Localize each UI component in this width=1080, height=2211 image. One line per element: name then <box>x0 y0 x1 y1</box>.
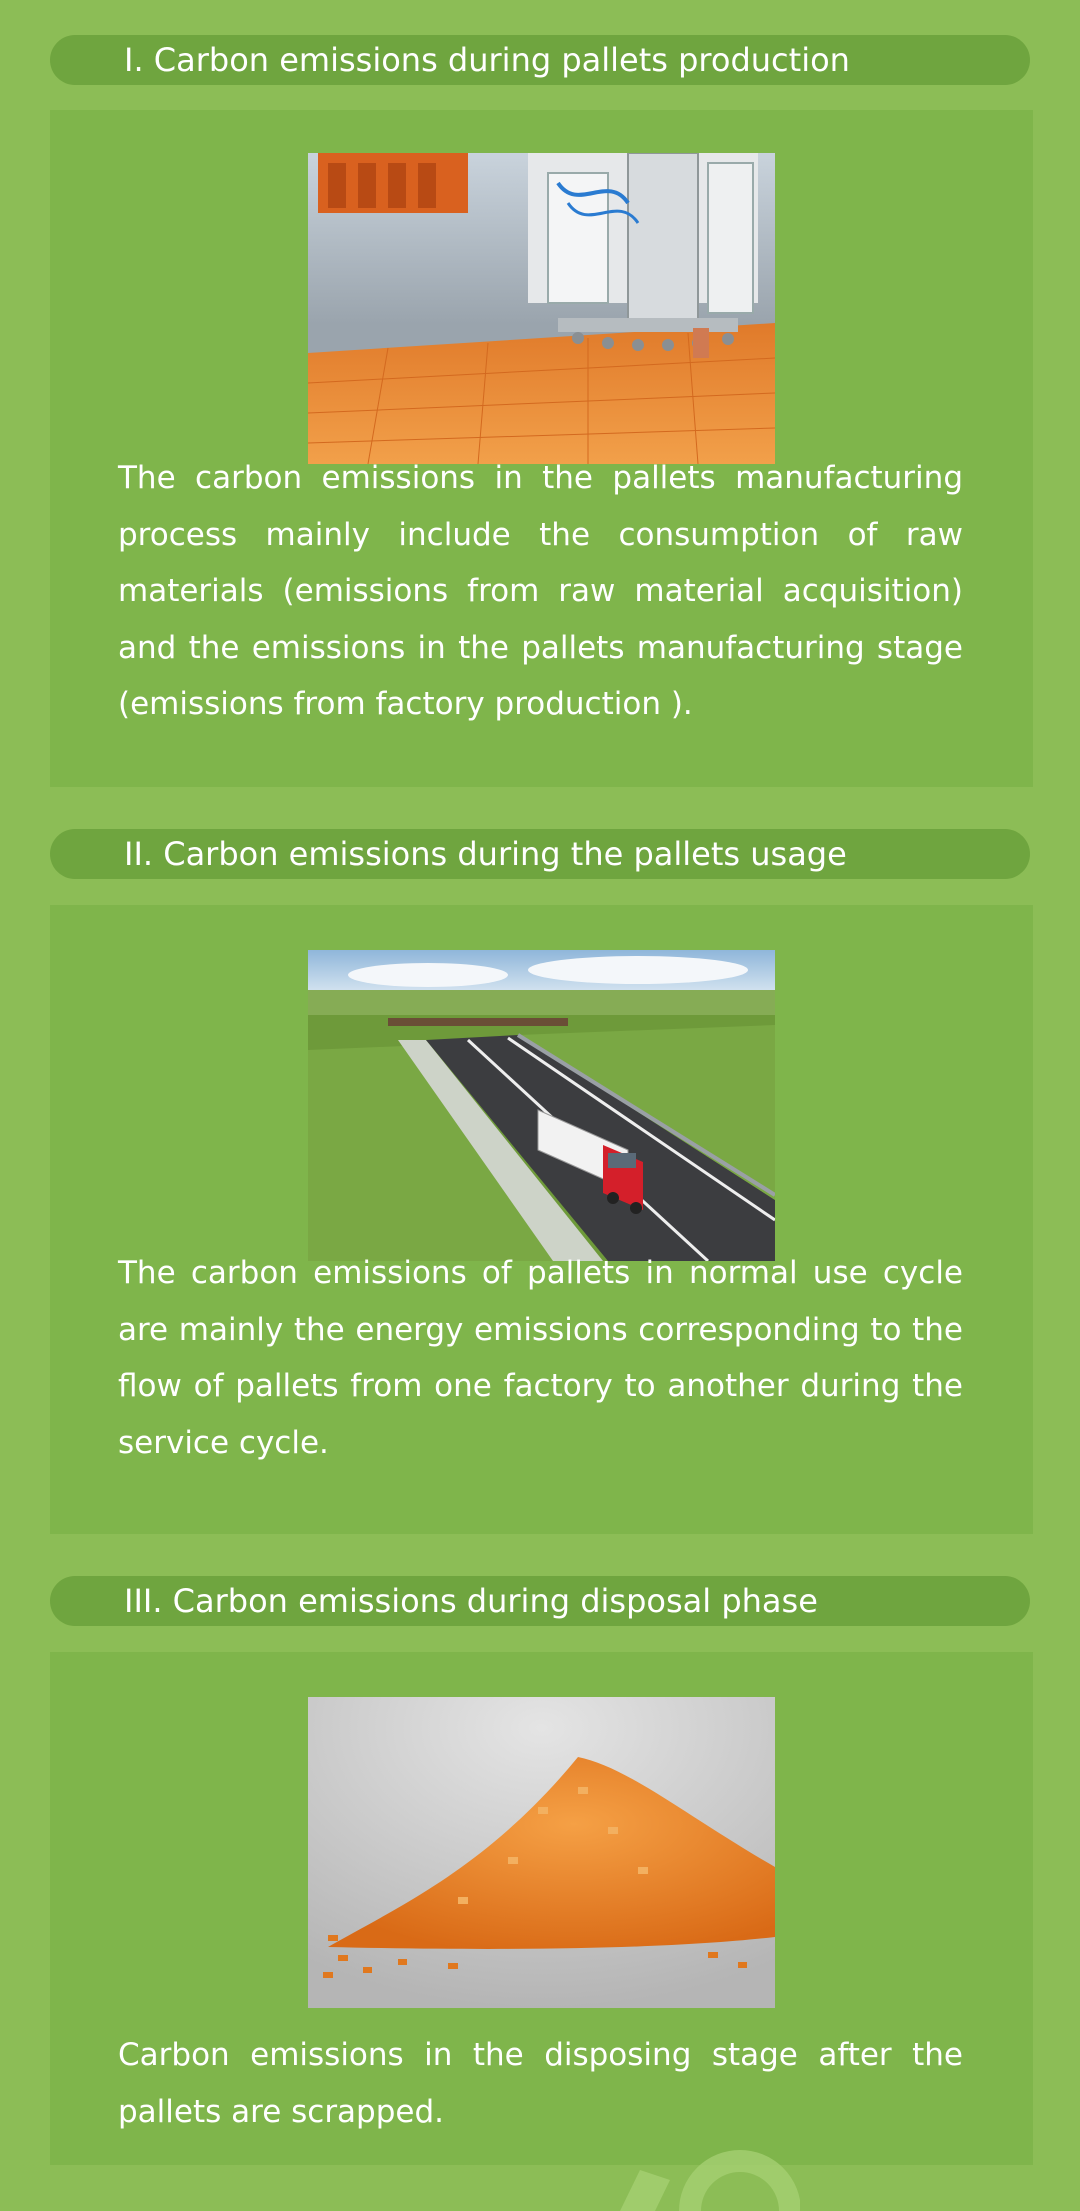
section-heading-text: III. Carbon emissions during disposal phase <box>124 1582 818 1620</box>
factory-machine-photo-icon <box>308 153 775 464</box>
section-card-disposal <box>50 1652 1033 2165</box>
highway-truck-photo-icon <box>308 950 775 1261</box>
section-heading-usage <box>50 829 1030 879</box>
section-body-text: Carbon emissions in the disposing stage after the pallets are scrapped. <box>118 2037 963 2130</box>
section-heading-text: I. Carbon emissions during pallets production <box>124 41 850 79</box>
section-body-text: The carbon emissions in the pallets manufacturing process mainly include the consumption of raw materials (emissions from raw material acquisition) and the emissions in the pallets manufacturing stage (emissions from factory production ). <box>118 460 963 722</box>
decorative-watermark-icon <box>600 2140 800 2211</box>
section-heading-text: II. Carbon emissions during the pallets usage <box>124 835 847 873</box>
section-body-text: The carbon emissions of pallets in normal use cycle are mainly the energy emissions corresponding to the flow of pallets from one factory to another during the service cycle. <box>118 1255 963 1461</box>
section-card-usage <box>50 905 1033 1534</box>
plastic-pellets-photo-icon <box>308 1697 775 2008</box>
section-card-production <box>50 110 1033 787</box>
section-heading-production <box>50 35 1030 85</box>
section-heading-disposal <box>50 1576 1030 1626</box>
